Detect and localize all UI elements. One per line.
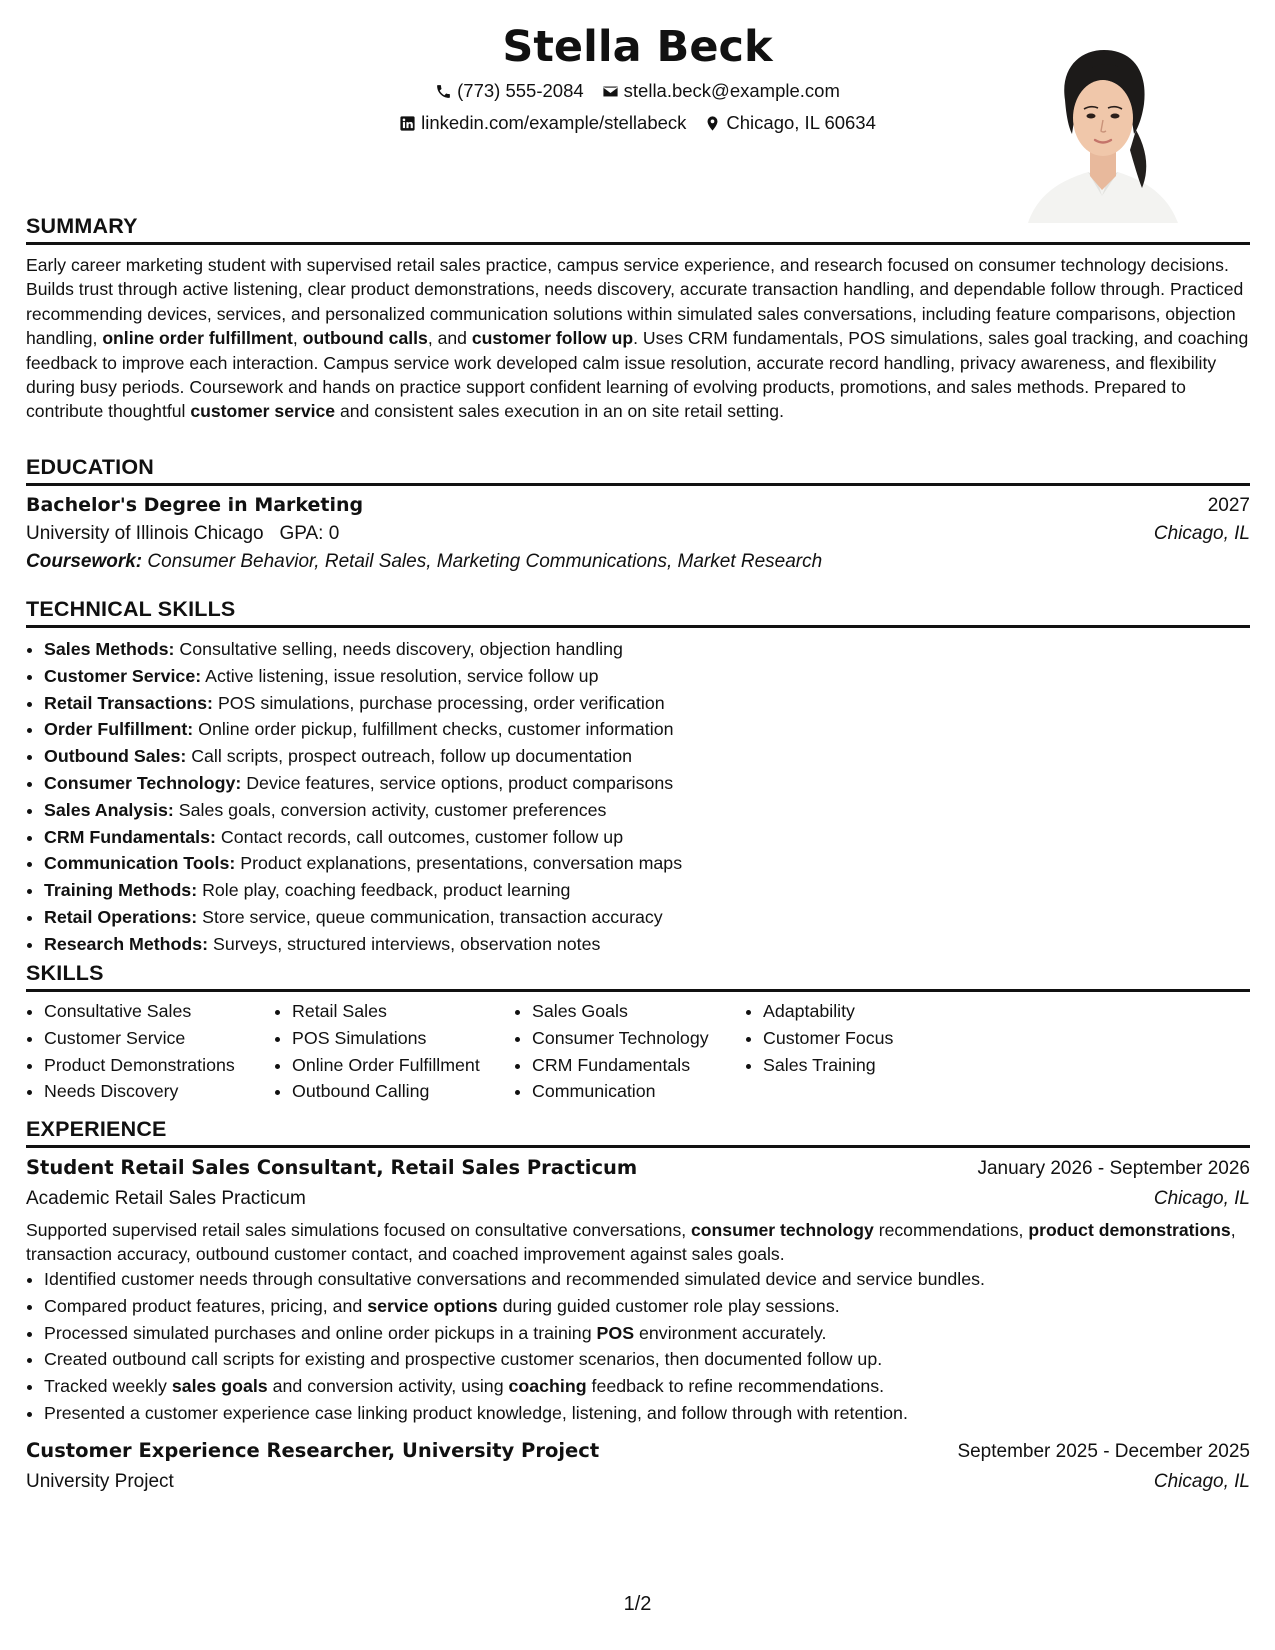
list-item: • Customer Focus <box>763 1025 983 1052</box>
map-pin-icon <box>704 115 721 132</box>
list-item: • Sales Methods: Consultative selling, needs discovery, objection handling <box>44 636 1250 663</box>
list-item: • Identified customer needs through consultative conversations and recommended simulated device and service bundles. <box>44 1266 1250 1293</box>
list-item: • Presented a customer experience case linking product knowledge, listening, and follow through with retention. <box>44 1400 1250 1427</box>
job-org-row <box>26 1471 1250 1493</box>
school-location: Chicago, IL <box>1153 523 1250 544</box>
job-dates: January 2026 - September 2026 <box>977 1158 1250 1179</box>
job-location: Chicago, IL <box>1153 1188 1250 1209</box>
location-text: Chicago, IL 60634 <box>726 112 876 133</box>
experience-section <box>26 1117 1250 1493</box>
experience-heading: EXPERIENCE <box>26 1117 1250 1148</box>
education-school-row <box>26 523 1250 545</box>
phone-text: (773) 555-2084 <box>457 80 584 101</box>
list-item: • Consumer Technology <box>532 1025 745 1052</box>
job-title-row <box>26 1439 1250 1463</box>
job-description: Supported supervised retail sales simulations focused on consultative conversations, consumer technology recommendations, product demonstrations, transaction accuracy, outbound customer contact, and coached improvement against sales goals. <box>26 1220 1236 1264</box>
envelope-icon <box>602 83 619 100</box>
list-item: • Needs Discovery <box>44 1078 274 1105</box>
list-item: • CRM Fundamentals: Contact records, call outcomes, customer follow up <box>44 824 1250 851</box>
job-bullets <box>26 1266 1250 1427</box>
list-item: • Tracked weekly sales goals and conversion activity, using coaching feedback to refine recommendations. <box>44 1373 1250 1400</box>
skills-column-2 <box>274 998 514 1105</box>
skills-section <box>26 961 1250 1105</box>
job-org-row <box>26 1188 1250 1210</box>
job-org: University Project <box>26 1470 174 1492</box>
summary-heading: SUMMARY <box>26 214 1250 245</box>
skills-column-3 <box>514 998 745 1105</box>
technical-skills-section <box>26 597 1250 958</box>
linkedin-link[interactable]: linkedin.com/example/stellabeck <box>421 112 687 133</box>
skills-column-1 <box>26 998 274 1105</box>
list-item: • Customer Service: Active listening, issue resolution, service follow up <box>44 663 1250 690</box>
technical-skills-heading: TECHNICAL SKILLS <box>26 597 1250 628</box>
degree-year: 2027 <box>1207 495 1250 516</box>
list-item: • Sales Training <box>763 1052 983 1079</box>
job-location: Chicago, IL <box>1153 1470 1250 1492</box>
phone-item <box>435 80 584 102</box>
list-item: • Research Methods: Surveys, structured interviews, observation notes <box>44 931 1250 958</box>
summary-text: Early career marketing student with supervised retail sales practice, campus service experience, and research focused on consumer technology decisions. Builds trust through active listening, clear product demonstrations, needs discovery, accurate transaction handling, and dependable follow through. Practiced recommending devices, services, and personalized communication solutions within simulated sales conversations, including feature comparisons, objection handling, online order fulfillment, outbound calls, and customer follow up. Uses CRM fundamentals, POS simulations, sales goal tracking, and coaching feedback to improve each interaction. Campus service work developed calm issue resolution, accurate record handling, privacy awareness, and flexibility during busy periods. Coursework and hands on practice support confident learning of evolving products, promotions, and sales methods. Prepared to contribute thoughtful customer service and consistent sales execution in an on site retail setting. <box>26 255 1249 422</box>
job-entry <box>26 1439 1250 1493</box>
school-name: University of Illinois Chicago GPA: 0 <box>26 523 340 544</box>
list-item: • Retail Sales <box>292 998 514 1025</box>
linkedin-icon <box>399 115 416 132</box>
job-org: Academic Retail Sales Practicum <box>26 1188 306 1209</box>
email-item[interactable] <box>602 80 840 102</box>
profile-photo <box>1010 38 1195 223</box>
list-item: • Training Methods: Role play, coaching feedback, product learning <box>44 877 1250 904</box>
page-number: 1/2 <box>623 1593 652 1615</box>
list-item: • Compared product features, pricing, and service options during guided customer role play sessions. <box>44 1293 1250 1320</box>
education-section <box>26 455 1250 573</box>
job-title-row <box>26 1156 1250 1180</box>
list-item: • Customer Service <box>44 1025 274 1052</box>
list-item: • Retail Transactions: POS simulations, purchase processing, order verification <box>44 690 1250 717</box>
list-item: • Processed simulated purchases and online order pickups in a training POS environment accurately. <box>44 1320 1250 1347</box>
skills-column-4 <box>745 998 983 1105</box>
phone-icon <box>435 83 452 100</box>
list-item: • Product Demonstrations <box>44 1052 274 1079</box>
list-item: • POS Simulations <box>292 1025 514 1052</box>
job-title: Student Retail Sales Consultant, Retail Sales Practicum <box>26 1156 638 1179</box>
education-heading: EDUCATION <box>26 455 1250 486</box>
email-link[interactable]: stella.beck@example.com <box>623 80 840 101</box>
candidate-name: Stella Beck <box>502 22 773 72</box>
list-item: • Outbound Calling <box>292 1078 514 1105</box>
skills-grid <box>26 998 1250 1105</box>
list-item: • Communication <box>532 1078 745 1105</box>
summary-section <box>26 214 1250 424</box>
list-item: • Retail Operations: Store service, queue communication, transaction accuracy <box>44 904 1250 931</box>
list-item: • Sales Analysis: Sales goals, conversion activity, customer preferences <box>44 797 1250 824</box>
list-item: • Adaptability <box>763 998 983 1025</box>
list-item: • Outbound Sales: Call scripts, prospect outreach, follow up documentation <box>44 743 1250 770</box>
list-item: • Order Fulfillment: Online order pickup, fulfillment checks, customer information <box>44 716 1250 743</box>
list-item: • Consultative Sales <box>44 998 274 1025</box>
list-item: • Online Order Fulfillment <box>292 1052 514 1079</box>
list-item: • Sales Goals <box>532 998 745 1025</box>
job-title: Customer Experience Researcher, University Project <box>26 1438 600 1462</box>
list-item: • CRM Fundamentals <box>532 1052 745 1079</box>
linkedin-item[interactable] <box>399 112 686 134</box>
coursework: Coursework: Consumer Behavior, Retail Sales, Marketing Communications, Market Research <box>26 551 823 572</box>
list-item: • Created outbound call scripts for existing and prospective customer scenarios, then documented follow up. <box>44 1346 1250 1373</box>
job-dates: September 2025 - December 2025 <box>957 1440 1250 1462</box>
job-entry <box>26 1156 1250 1427</box>
list-item: • Consumer Technology: Device features, service options, product comparisons <box>44 770 1250 797</box>
degree-title: Bachelor's Degree in Marketing <box>26 494 364 516</box>
education-degree-row <box>26 494 1250 517</box>
location-item <box>704 112 875 134</box>
gpa: GPA: 0 <box>279 523 340 544</box>
list-item: • Communication Tools: Product explanations, presentations, conversation maps <box>44 850 1250 877</box>
skills-heading: SKILLS <box>26 961 1250 992</box>
technical-skills-list <box>26 636 1250 958</box>
